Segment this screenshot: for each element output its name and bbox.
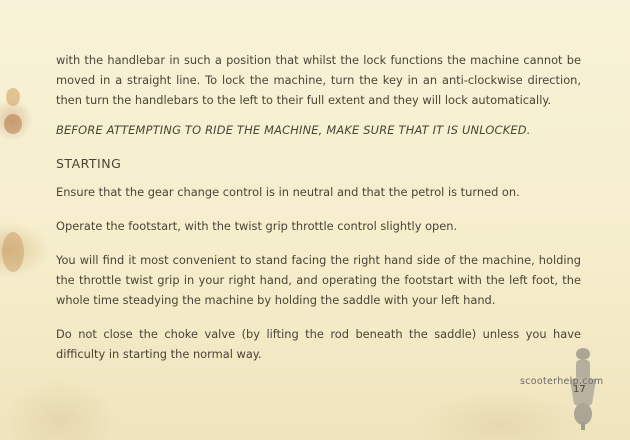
document-body bbox=[56, 50, 581, 378]
paper-stain bbox=[6, 88, 20, 106]
paragraph-gear-neutral: Ensure that the gear change control is in neutral and that the petrol is turned on. bbox=[56, 185, 520, 199]
watermark-text: scooterhelp.com bbox=[520, 376, 604, 387]
paragraph-choke: Do not close the choke valve (by lifting the rod beneath the saddle) unless you have difficulty in starting the normal way. bbox=[56, 327, 581, 361]
paper-stain bbox=[4, 114, 22, 134]
page-number: 17 bbox=[573, 384, 586, 395]
paper-stain bbox=[2, 232, 24, 272]
warning-unlock: BEFORE ATTEMPTING TO RIDE THE MACHINE, MAKE SURE THAT IT IS UNLOCKED. bbox=[56, 123, 531, 137]
section-heading-starting: STARTING bbox=[56, 156, 122, 171]
paragraph-stance: You will find it most convenient to stand facing the right hand side of the machine, holding the throttle twist grip in your right hand, and operating the footstart with the left foot, the whole time steadying the machine by holding the saddle with your left hand. bbox=[56, 253, 581, 307]
paragraph-footstart: Operate the footstart, with the twist grip throttle control slightly open. bbox=[56, 219, 458, 233]
paragraph-lock-instructions: with the handlebar in such a position that whilst the lock functions the machine cannot be moved in a straight line. To lock the machine, turn the key in an anti-clockwise direction, then turn the handlebars to the left to their full extent and they will lock automatically. bbox=[56, 53, 581, 107]
